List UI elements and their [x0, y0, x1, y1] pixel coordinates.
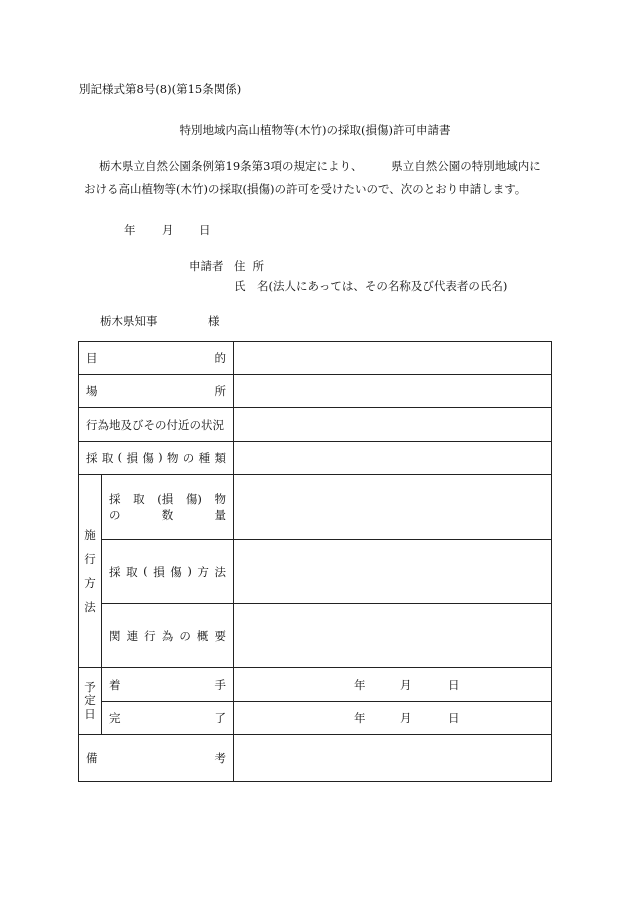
purpose-label: [79, 342, 234, 375]
related-activity-label: [102, 604, 234, 668]
place-field[interactable]: [234, 375, 552, 408]
label-char: 完: [109, 711, 121, 725]
completion-month-label: 月: [400, 711, 412, 725]
label-char: 手: [214, 677, 226, 692]
label-char: 種: [198, 451, 211, 465]
label-char: 傷): [185, 492, 202, 506]
label-char: ): [187, 563, 192, 578]
related-activity-field[interactable]: [234, 604, 552, 668]
remarks-field[interactable]: [234, 735, 552, 782]
label-char: の: [179, 628, 191, 643]
label-char: (: [117, 450, 123, 464]
label-char: 取: [101, 451, 114, 465]
row-completion: [79, 702, 552, 735]
name-label: 氏 名(法人にあっては、その名称及び代表者の氏名): [234, 279, 508, 293]
label-char: 行: [84, 551, 96, 566]
label-char: 連: [126, 628, 139, 643]
date-day-label: 日: [199, 223, 211, 237]
label-char: 物: [214, 492, 226, 506]
row-quantity: [79, 475, 552, 540]
label-char: 為: [161, 628, 174, 643]
label-char: 採: [86, 451, 98, 465]
label-char: 予: [84, 680, 96, 695]
application-table: [78, 341, 552, 782]
document-title: 特別地域内高山植物等(木竹)の採取(損傷)許可申請書: [179, 123, 451, 137]
schedule-group-label: [79, 668, 102, 735]
applicant-label: 申請者: [189, 259, 224, 273]
label-char: 概: [196, 628, 209, 643]
row-site-condition: [79, 408, 552, 442]
row-start: [79, 668, 552, 702]
quantity-label: [102, 475, 234, 540]
label-char: 損: [153, 564, 165, 579]
label-char: 日: [84, 706, 96, 721]
label-char: 備: [86, 751, 98, 765]
label-char: 目: [86, 351, 98, 365]
row-place: [79, 375, 552, 408]
label-char: 要: [214, 628, 226, 643]
start-label: [102, 668, 234, 702]
site-condition-field[interactable]: [234, 408, 552, 442]
start-month-label: 月: [400, 677, 412, 692]
body-text-line-2: おける高山植物等(木竹)の採取(損傷)の許可を受けたいので、次のとおり申請します。: [84, 182, 527, 196]
body-text-line-1: 栃木県立自然公園条例第19条第3項の規定により、 県立自然公園の特別地域内に: [99, 159, 541, 173]
label-char: 的: [214, 351, 226, 365]
label-char: 施: [84, 527, 96, 542]
date-month-label: 月: [162, 223, 174, 237]
form-number: 別記様式第8号(8)(第15条関係): [79, 82, 242, 96]
address-label: 住所: [234, 259, 271, 273]
label-char: 採: [109, 564, 121, 579]
label-char: 量: [214, 508, 226, 522]
label-char: 場: [86, 384, 98, 398]
collection-method-label: [102, 540, 234, 604]
label-char: 採: [109, 492, 121, 506]
label-char: 所: [214, 384, 226, 398]
completion-year-label: 年: [354, 711, 366, 725]
label-char: 物: [166, 451, 179, 465]
label-char: の: [109, 508, 121, 522]
start-year-label: 年: [354, 677, 366, 692]
label-char: 方: [84, 576, 96, 590]
row-related-activity: [79, 604, 552, 668]
label-char: 方: [197, 564, 209, 579]
label-char: 取: [126, 564, 138, 579]
label-char: 行: [144, 628, 156, 643]
label-char: 着: [109, 677, 121, 692]
label-char: 取: [133, 492, 145, 506]
label-char: (損: [157, 492, 174, 506]
row-remarks: [79, 735, 552, 782]
start-day-label: 日: [448, 677, 460, 692]
site-condition-label: 行為地及びその付近の状況: [79, 408, 234, 442]
label-char: 傷: [170, 564, 182, 579]
addressee-honorific: 様: [208, 314, 220, 328]
species-label: [79, 442, 234, 475]
row-species: [79, 442, 552, 475]
label-char: 関: [109, 628, 121, 643]
label-char: 類: [214, 451, 226, 465]
label-char: 数: [161, 508, 174, 522]
completion-day-label: 日: [448, 711, 460, 725]
date-year-label: 年: [124, 223, 136, 237]
collection-method-field[interactable]: [234, 540, 552, 604]
label-char: 法: [214, 564, 226, 579]
label-char: 定: [84, 693, 96, 708]
label-char: 了: [214, 711, 226, 725]
label-char: 考: [214, 751, 226, 765]
start-date-field[interactable]: [234, 668, 552, 702]
label-char: 法: [84, 600, 96, 615]
quantity-field[interactable]: [234, 475, 552, 540]
label-char: (: [143, 563, 148, 578]
remarks-label: [79, 735, 234, 782]
completion-date-field[interactable]: [234, 702, 552, 735]
label-char: ): [158, 450, 163, 464]
method-group-label: [79, 475, 102, 668]
label-char: の: [182, 451, 195, 465]
label-char: 損: [126, 451, 138, 465]
completion-label: [102, 702, 234, 735]
addressee-name: 栃木県知事: [100, 314, 158, 328]
row-collection-method: [79, 540, 552, 604]
purpose-field[interactable]: [234, 342, 552, 375]
row-purpose: [79, 342, 552, 375]
place-label: [79, 375, 234, 408]
species-field[interactable]: [234, 442, 552, 475]
label-char: 傷: [142, 451, 154, 465]
